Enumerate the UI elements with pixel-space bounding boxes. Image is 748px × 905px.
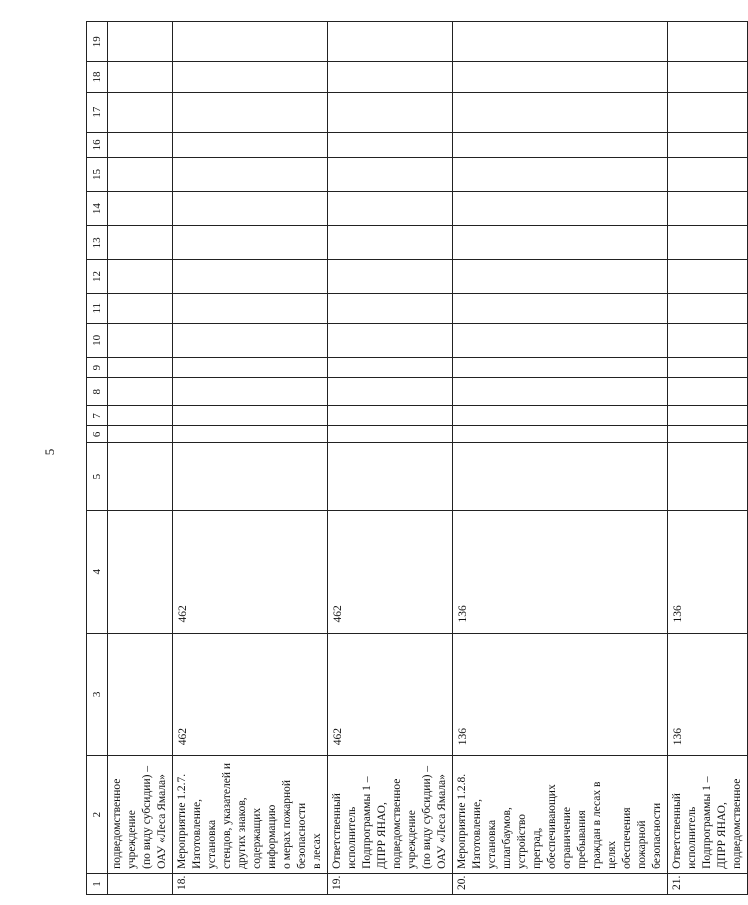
value-col-3: 136 bbox=[453, 633, 668, 756]
empty-cell bbox=[453, 260, 668, 293]
empty-cell bbox=[668, 22, 748, 62]
row-number: 18. bbox=[173, 873, 328, 894]
empty-cell bbox=[108, 192, 173, 226]
empty-cell bbox=[173, 406, 328, 426]
empty-cell bbox=[173, 323, 328, 357]
value-col-4: 462 bbox=[173, 510, 328, 633]
empty-cell bbox=[108, 226, 173, 260]
empty-cell bbox=[668, 378, 748, 406]
header-cell: 13 bbox=[87, 226, 108, 260]
value-col-3 bbox=[108, 633, 173, 756]
empty-cell bbox=[328, 132, 453, 157]
empty-cell bbox=[668, 293, 748, 323]
empty-cell bbox=[173, 62, 328, 92]
empty-cell bbox=[328, 157, 453, 191]
empty-cell bbox=[173, 192, 328, 226]
header-cell: 7 bbox=[87, 406, 108, 426]
empty-cell bbox=[173, 378, 328, 406]
empty-cell bbox=[328, 378, 453, 406]
empty-cell bbox=[108, 293, 173, 323]
empty-cell bbox=[668, 192, 748, 226]
empty-cell bbox=[453, 358, 668, 378]
header-cell: 12 bbox=[87, 260, 108, 293]
empty-cell bbox=[453, 22, 668, 62]
empty-cell bbox=[328, 22, 453, 62]
empty-cell bbox=[453, 157, 668, 191]
row-number: 21. bbox=[668, 873, 748, 894]
empty-cell bbox=[668, 157, 748, 191]
empty-cell bbox=[173, 293, 328, 323]
empty-cell bbox=[328, 92, 453, 132]
empty-cell bbox=[453, 443, 668, 510]
empty-cell bbox=[453, 132, 668, 157]
row-description: Ответственный исполнитель Подпрограммы 1 – ДПРР ЯНАО, подведомственное bbox=[668, 756, 748, 874]
empty-cell bbox=[328, 293, 453, 323]
empty-cell bbox=[173, 92, 328, 132]
empty-cell bbox=[108, 260, 173, 293]
value-col-3: 462 bbox=[328, 633, 453, 756]
empty-cell bbox=[328, 323, 453, 357]
header-cell: 15 bbox=[87, 157, 108, 191]
empty-cell bbox=[453, 323, 668, 357]
empty-cell bbox=[453, 62, 668, 92]
header-cell: 16 bbox=[87, 132, 108, 157]
empty-cell bbox=[173, 260, 328, 293]
empty-cell bbox=[453, 92, 668, 132]
value-col-4: 136 bbox=[668, 510, 748, 633]
empty-cell bbox=[108, 92, 173, 132]
empty-cell bbox=[668, 92, 748, 132]
empty-cell bbox=[668, 443, 748, 510]
empty-cell bbox=[173, 426, 328, 443]
empty-cell bbox=[328, 62, 453, 92]
table-row bbox=[328, 22, 453, 895]
header-cell: 11 bbox=[87, 293, 108, 323]
header-cell: 4 bbox=[87, 510, 108, 633]
empty-cell bbox=[108, 132, 173, 157]
empty-cell bbox=[328, 426, 453, 443]
empty-cell bbox=[173, 226, 328, 260]
row-description: Мероприятие 1.2.7. Изготовление, установка стендов, указателей и других знаков, содержащих информацию о мерах пожарной безопасности в лесах bbox=[173, 756, 328, 874]
empty-cell bbox=[328, 358, 453, 378]
row-number: 19. bbox=[328, 873, 453, 894]
empty-cell bbox=[668, 132, 748, 157]
empty-cell bbox=[108, 443, 173, 510]
empty-cell bbox=[668, 406, 748, 426]
header-cell: 3 bbox=[87, 633, 108, 756]
table-row bbox=[668, 22, 748, 895]
value-col-4: 462 bbox=[328, 510, 453, 633]
empty-cell bbox=[173, 358, 328, 378]
empty-cell bbox=[453, 293, 668, 323]
row-number: 20. bbox=[453, 873, 668, 894]
row-description: Мероприятие 1.2.8. Изготовление, установка шлагбаумов, устройство преград, обеспечивающих ограничение пребывания граждан в лесах в целях обеспечения пожарной безопасности bbox=[453, 756, 668, 874]
table-row bbox=[453, 22, 668, 895]
empty-cell bbox=[173, 22, 328, 62]
empty-cell bbox=[668, 358, 748, 378]
header-cell: 8 bbox=[87, 378, 108, 406]
empty-cell bbox=[328, 443, 453, 510]
empty-cell bbox=[668, 226, 748, 260]
empty-cell bbox=[173, 443, 328, 510]
value-col-3: 462 bbox=[173, 633, 328, 756]
empty-cell bbox=[173, 157, 328, 191]
table-row bbox=[173, 22, 328, 895]
value-col-4: 136 bbox=[453, 510, 668, 633]
document-table-area bbox=[86, 21, 743, 895]
empty-cell bbox=[173, 132, 328, 157]
empty-cell bbox=[328, 260, 453, 293]
empty-cell bbox=[668, 426, 748, 443]
empty-cell bbox=[453, 406, 668, 426]
empty-cell bbox=[668, 62, 748, 92]
program-table bbox=[86, 21, 748, 895]
table-row bbox=[108, 22, 173, 895]
row-number bbox=[108, 873, 173, 894]
empty-cell bbox=[328, 192, 453, 226]
empty-cell bbox=[108, 22, 173, 62]
empty-cell bbox=[108, 406, 173, 426]
empty-cell bbox=[108, 378, 173, 406]
empty-cell bbox=[453, 192, 668, 226]
empty-cell bbox=[108, 358, 173, 378]
empty-cell bbox=[453, 226, 668, 260]
header-row bbox=[87, 22, 108, 895]
empty-cell bbox=[108, 62, 173, 92]
header-cell: 14 bbox=[87, 192, 108, 226]
header-cell: 2 bbox=[87, 756, 108, 874]
row-description: Ответственный исполнитель Подпрограммы 1 – ДПРР ЯНАО, подведомственное учреждение (по виду субсидии) – ОАУ «Леса Ямала» bbox=[328, 756, 453, 874]
header-cell: 6 bbox=[87, 426, 108, 443]
header-cell: 17 bbox=[87, 92, 108, 132]
page-number: 5 bbox=[42, 448, 57, 456]
empty-cell bbox=[668, 323, 748, 357]
value-col-3: 136 bbox=[668, 633, 748, 756]
header-cell: 18 bbox=[87, 62, 108, 92]
header-cell: 9 bbox=[87, 358, 108, 378]
row-description: подведомственное учреждение (по виду субсидии) – ОАУ «Леса Ямала» bbox=[108, 756, 173, 874]
empty-cell bbox=[108, 157, 173, 191]
empty-cell bbox=[108, 426, 173, 443]
header-cell: 10 bbox=[87, 323, 108, 357]
empty-cell bbox=[328, 406, 453, 426]
header-cell: 5 bbox=[87, 443, 108, 510]
value-col-4 bbox=[108, 510, 173, 633]
header-cell: 1 bbox=[87, 873, 108, 894]
empty-cell bbox=[453, 426, 668, 443]
header-cell: 19 bbox=[87, 22, 108, 62]
empty-cell bbox=[328, 226, 453, 260]
empty-cell bbox=[453, 378, 668, 406]
empty-cell bbox=[668, 260, 748, 293]
empty-cell bbox=[108, 323, 173, 357]
